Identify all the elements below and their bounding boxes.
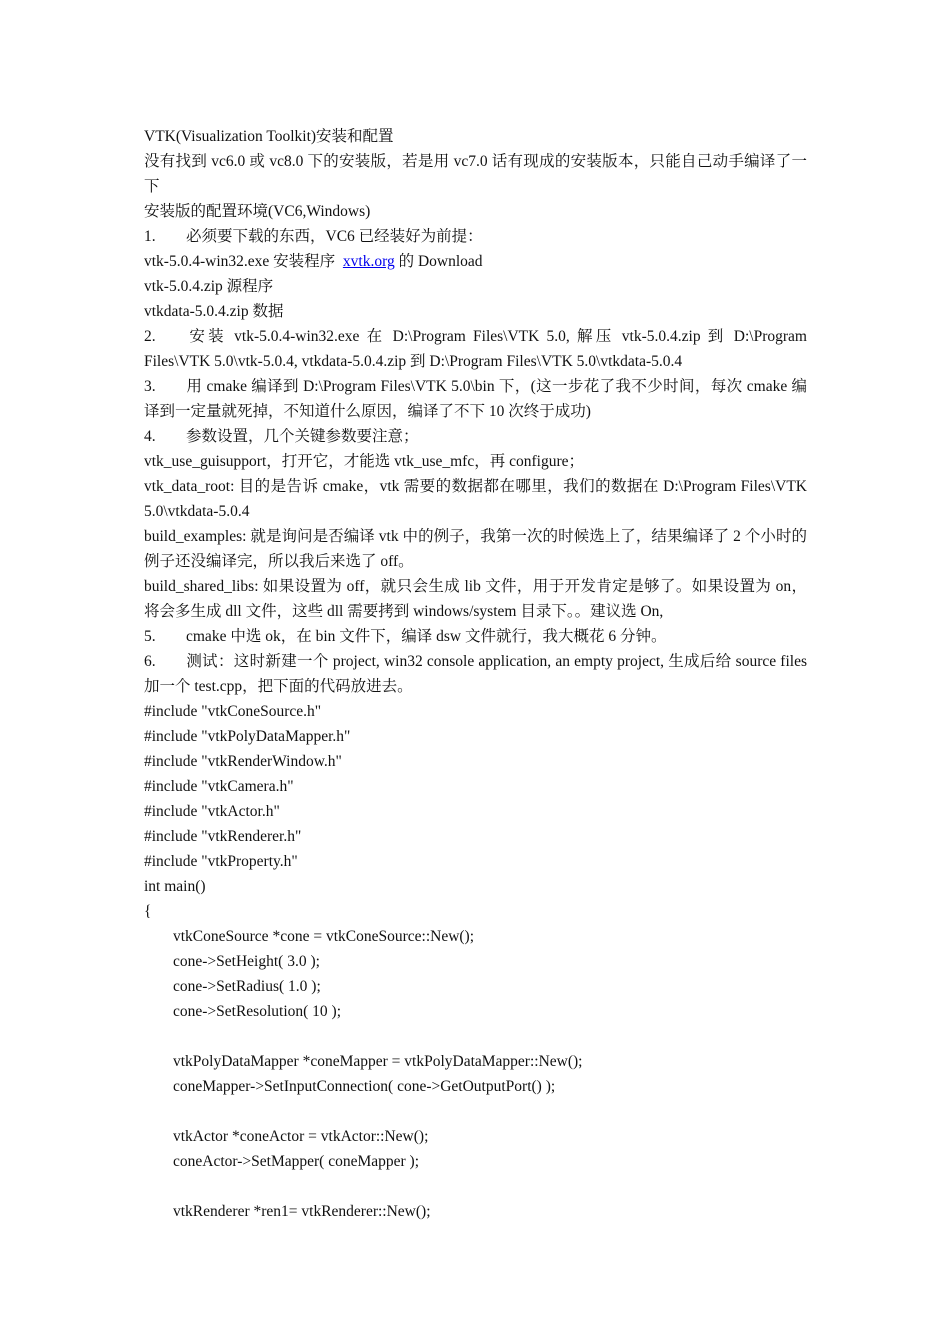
- step-4: 4. 参数设置，几个关键参数要注意；: [144, 428, 419, 445]
- code-line: int main(): [144, 878, 206, 895]
- code-line: cone->SetRadius( 1.0 );: [173, 978, 321, 995]
- env-line: 安装版的配置环境(VC6,Windows): [144, 203, 371, 220]
- code-line: vtkRenderer *ren1= vtkRenderer::New();: [173, 1203, 431, 1220]
- code-line: vtkConeSource *cone = vtkConeSource::New();: [173, 928, 475, 945]
- code-line: [144, 1024, 807, 1049]
- document-page: [144, 124, 807, 1224]
- step-3: 3. 用 cmake 编译到 D:\Program Files\VTK 5.0\bin 下，(这一步花了我不少时间，每次 cmake 编译到一定量就死掉，不知道什么原因，编译了不下 10 次终于成功): [144, 378, 807, 420]
- code-line: cone->SetResolution( 10 );: [173, 1003, 342, 1020]
- param-guisupport: vtk_use_guisupport，打开它，才能选 vtk_use_mfc，再 configure；: [144, 453, 584, 470]
- step-2: 2. 安装 vtk-5.0.4-win32.exe 在 D:\Program Files\VTK 5.0, 解压 vtk-5.0.4.zip 到 D:\Program Files\VTK 5.0\vtk-5.0.4, vtkdata-5.0.4.zip 到 D:\Program Files\VTK 5.0\vtkdata-5.0.4: [144, 328, 807, 370]
- code-line: #include "vtkPolyDataMapper.h": [144, 728, 351, 745]
- code-line: #include "vtkActor.h": [144, 803, 280, 820]
- intro-paragraph: 没有找到 vc6.0 或 vc8.0 下的安装版，若是用 vc7.0 话有现成的安装版本，只能自己动手编译了一下: [144, 153, 807, 195]
- param-build-examples: build_examples: 就是询问是否编译 vtk 中的例子，我第一次的时候选上了，结果编译了 2 个小时的例子还没编译完，所以我后来选了 off。: [144, 528, 807, 570]
- step-5: 5. cmake 中选 ok，在 bin 文件下，编译 dsw 文件就行，我大概花 6 分钟。: [144, 628, 667, 645]
- code-line: coneActor->SetMapper( coneMapper );: [173, 1153, 419, 1170]
- download-line-2: vtk-5.0.4.zip 源程序: [144, 278, 274, 295]
- step-1: 1. 必须要下载的东西，VC6 已经装好为前提：: [144, 228, 483, 245]
- code-line: #include "vtkCamera.h": [144, 778, 294, 795]
- code-line: {: [144, 903, 152, 920]
- code-line: [144, 1174, 807, 1199]
- xvtk-link[interactable]: xvtk.org: [342, 253, 395, 270]
- code-line: vtkPolyDataMapper *coneMapper = vtkPolyDataMapper::New();: [173, 1053, 583, 1070]
- code-line: #include "vtkRenderer.h": [144, 828, 302, 845]
- doc-title: VTK(Visualization Toolkit)安装和配置: [144, 128, 394, 145]
- code-line: #include "vtkProperty.h": [144, 853, 298, 870]
- code-line: coneMapper->SetInputConnection( cone->GetOutputPort() );: [173, 1078, 556, 1095]
- code-line: vtkActor *coneActor = vtkActor::New();: [173, 1128, 429, 1145]
- download-line-3: vtkdata-5.0.4.zip 数据: [144, 303, 284, 320]
- param-data-root: vtk_data_root: 目的是告诉 cmake，vtk 需要的数据都在哪里，我们的数据在 D:\Program Files\VTK 5.0\vtkdata-5.0.4: [144, 478, 807, 520]
- code-line: [144, 1099, 807, 1124]
- download-line-1: vtk-5.0.4-win32.exe 安装程序 xvtk.org 的 Download: [144, 253, 483, 270]
- code-line: cone->SetHeight( 3.0 );: [173, 953, 320, 970]
- code-line: #include "vtkConeSource.h": [144, 703, 322, 720]
- step-6: 6. 测试：这时新建一个 project, win32 console application, an empty project, 生成后给 source files 加一个 test.cpp，把下面的代码放进去。: [144, 653, 807, 695]
- param-build-shared-libs: build_shared_libs: 如果设置为 off，就只会生成 lib 文件，用于开发肯定是够了。如果设置为 on，将会多生成 dll 文件，这些 dll 需要拷到 windows/system 目录下。。建议选 On,: [144, 578, 807, 620]
- code-line: #include "vtkRenderWindow.h": [144, 753, 342, 770]
